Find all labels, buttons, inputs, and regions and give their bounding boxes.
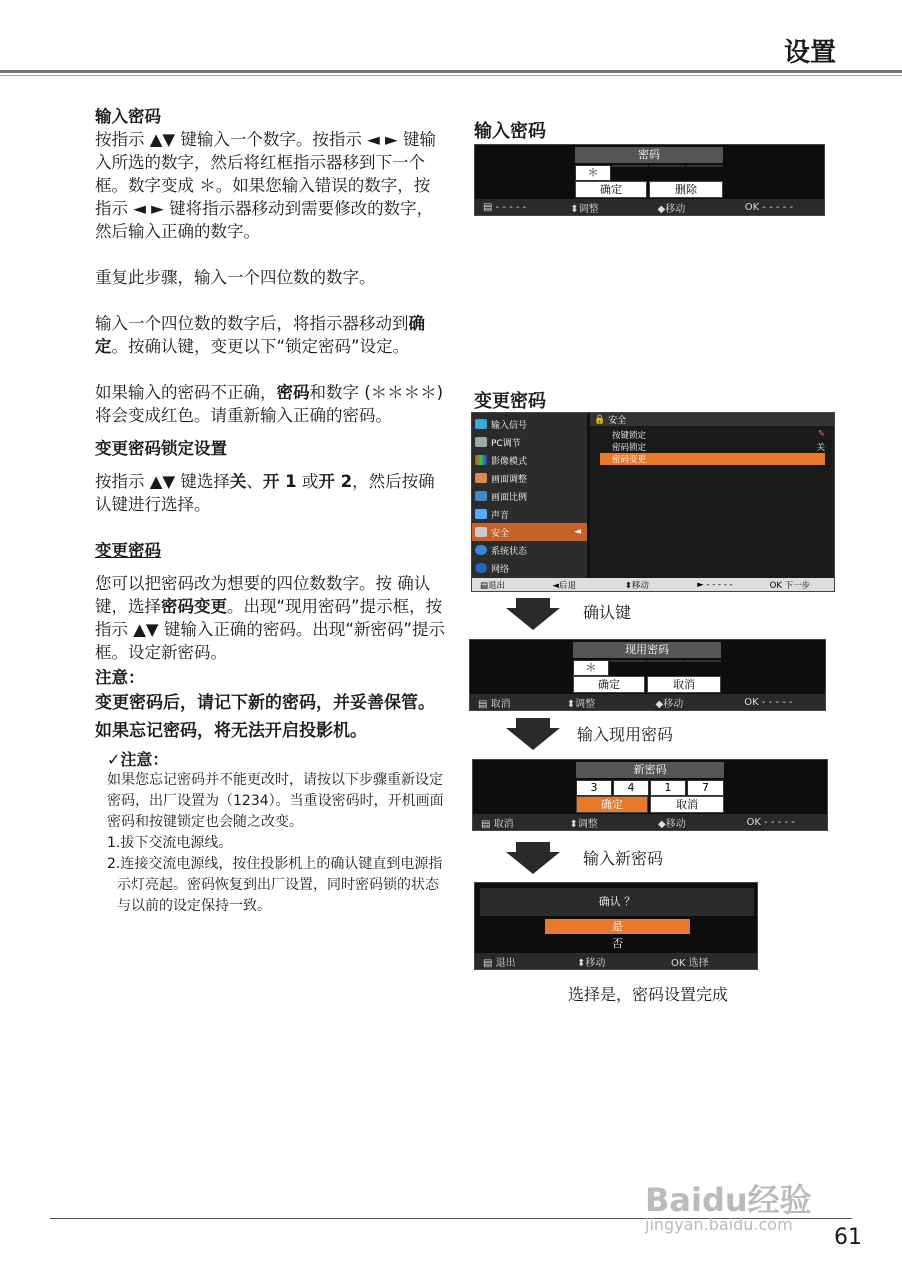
osd-status-bar xyxy=(475,199,824,215)
bar-item: ▤退出 xyxy=(480,580,506,591)
menu-item-picture-adjust[interactable] xyxy=(472,469,587,487)
down-arrow-icon xyxy=(506,598,560,630)
cancel-button[interactable]: 取消 xyxy=(647,676,721,693)
text: 和数字 (＊＊＊＊) 将会变成红色。请重新输入正确的密码。 xyxy=(95,383,444,425)
text: 您可以把密码改为想要的四位数数字。按 确认键，选择 xyxy=(95,574,431,616)
pc-icon xyxy=(475,437,487,447)
menu-item-sound[interactable] xyxy=(472,505,587,523)
submenu-change-password[interactable] xyxy=(600,453,825,465)
menu-header-label: 安全 xyxy=(608,416,627,426)
bar-item: ⬍移动 xyxy=(577,957,606,969)
bar-item: ▤ 退出 xyxy=(483,957,516,969)
osd-new-password xyxy=(472,759,828,831)
submenu-password-lock[interactable] xyxy=(600,441,825,453)
osd-title: 现用密码 xyxy=(573,642,721,658)
osd-status-bar xyxy=(475,953,757,969)
digit-box[interactable]: 7 xyxy=(687,780,724,796)
confirm-title: 确认 ？ xyxy=(480,888,754,916)
digit-box[interactable]: 4 xyxy=(613,780,649,796)
text: ，然后按确认键进行选择。 xyxy=(95,472,435,514)
text-bold: 密码 xyxy=(276,383,310,402)
menu-item-label: 画面比例 xyxy=(491,492,528,503)
menu-item-network[interactable] xyxy=(472,559,587,577)
note-title-check: ✓注意： xyxy=(107,750,169,769)
digit-box[interactable]: ＊ xyxy=(575,165,611,181)
section-title-enter-password-right: 输入密码 xyxy=(474,121,546,142)
note-paragraph: 如果您忘记密码并不能更改时，请按以下步骤重新设定密码，出厂设置为（1234）。当重设密码时，开机画面密码和按键锁定也会随之改变。 xyxy=(107,772,444,830)
menu-item-input-signal[interactable] xyxy=(472,415,587,433)
text: 如果输入的密码不正确， xyxy=(95,383,277,402)
key-lock-icon: ✎ xyxy=(817,429,825,439)
osd-current-password xyxy=(469,639,826,711)
submenu-value: 关 xyxy=(816,443,825,453)
digit-box[interactable]: ＊ xyxy=(573,660,609,676)
menu-sidebar xyxy=(472,413,587,579)
menu-item-label: 安全 xyxy=(491,528,510,539)
menu-item-security[interactable] xyxy=(472,523,587,541)
digit-box[interactable] xyxy=(649,165,685,167)
bar-item: ◆移动 xyxy=(655,698,684,710)
bar-item: ► - - - - - xyxy=(697,579,733,590)
confirm-button-active[interactable]: 确定 xyxy=(576,796,648,813)
menu-item-image-mode[interactable] xyxy=(472,451,587,469)
bar-item: ⬍调整 xyxy=(570,203,599,215)
lock-icon: 🔒 xyxy=(594,414,606,425)
menu-item-label: 画面调整 xyxy=(491,474,528,485)
text: 输入一个四位数的数字后，将指示器移动到 xyxy=(95,314,409,333)
paragraph xyxy=(95,312,445,358)
globe-icon xyxy=(475,563,487,573)
bar-item: ▤ 取消 xyxy=(478,698,511,710)
bar-item: ◆移动 xyxy=(657,203,686,215)
note-warning: 变更密码后，请记下新的密码，并妥善保管。如果忘记密码，将无法开启投影机。 xyxy=(95,693,435,741)
confirm-button[interactable]: 确定 xyxy=(575,181,647,198)
down-arrow-icon xyxy=(506,718,560,750)
watermark-url: jingyan.baidu.com xyxy=(645,1215,793,1234)
submenu-label: 密码变更 xyxy=(612,455,647,465)
text: 。出现“现用密码”提示框，按指示 ▲▼ 键输入正确的密码。出现“新密码”提示框。设定新密码。 xyxy=(95,597,445,662)
menu-item-label: 系统状态 xyxy=(491,546,528,557)
menu-header xyxy=(590,413,834,426)
security-icon xyxy=(475,527,487,537)
menu-item-label: 影像模式 xyxy=(491,456,528,467)
submenu-key-lock[interactable] xyxy=(600,429,825,441)
section-title-lock-setting: 变更密码锁定设置 xyxy=(95,439,227,458)
no-option[interactable]: 否 xyxy=(612,937,623,950)
submenu-label: 按键锁定 xyxy=(612,431,647,441)
text: 或 xyxy=(296,472,319,491)
page-number: 61 xyxy=(834,1225,862,1250)
page-title: 设置 xyxy=(783,38,836,68)
menu-item-label: 网络 xyxy=(491,564,510,575)
aspect-icon xyxy=(475,491,487,501)
input-icon xyxy=(475,419,487,429)
digit-box-active[interactable] xyxy=(612,165,648,167)
osd-title: 新密码 xyxy=(576,762,724,778)
step-label: 确认键 xyxy=(583,603,632,622)
yes-option[interactable]: 是 xyxy=(545,919,690,934)
text-bold: 确定 xyxy=(95,314,425,356)
bar-item: ▤ 取消 xyxy=(481,818,514,830)
digit-box[interactable]: 3 xyxy=(576,780,612,796)
menu-status-bar xyxy=(472,578,834,591)
adjust-icon xyxy=(475,473,487,483)
osd-enter-password xyxy=(474,144,825,216)
text-bold: 开 1 xyxy=(262,472,297,491)
digit-box[interactable] xyxy=(647,660,683,662)
section-title-enter-password: 输入密码 xyxy=(95,107,161,126)
bar-item: OK - - - - - xyxy=(746,816,795,828)
bar-item: ◄后退 xyxy=(552,580,576,591)
cancel-button[interactable]: 取消 xyxy=(650,796,724,813)
note-list-item: 2.连接交流电源线，按住投影机上的确认键直到电源指示灯亮起。密码恢复到出厂设置，同时密码锁的状态与以前的设定保持一致。 xyxy=(107,856,443,914)
bar-item: ⬍调整 xyxy=(569,818,598,830)
text-bold: 密码变更 xyxy=(161,597,227,616)
header-rule-thin xyxy=(0,75,902,76)
header-rule xyxy=(0,70,902,73)
text: 、 xyxy=(246,472,263,491)
menu-content xyxy=(590,413,834,579)
final-label: 选择是，密码设置完成 xyxy=(568,985,729,1004)
paragraph: 重复此步骤，输入一个四位数的数字。 xyxy=(95,268,376,287)
speaker-icon xyxy=(475,509,487,519)
watermark-logo: Baidu经验 xyxy=(645,1181,812,1219)
note-list-item: 1.拔下交流电源线。 xyxy=(107,835,233,851)
osd-confirm xyxy=(474,882,758,970)
delete-button[interactable]: 删除 xyxy=(649,181,723,198)
menu-item-label: PC调节 xyxy=(491,438,521,449)
bar-item: OK - - - - - xyxy=(744,696,793,708)
bar-item: ◆移动 xyxy=(658,818,686,830)
section-title-change-password: 变更密码 xyxy=(95,541,161,560)
image-mode-icon xyxy=(475,455,487,465)
text-bold: 开 2 xyxy=(318,472,353,491)
digit-box[interactable] xyxy=(684,660,721,662)
menu-item-system-status[interactable] xyxy=(472,541,587,559)
submenu-label: 密码锁定 xyxy=(612,443,647,453)
bar-item: ⬍调整 xyxy=(566,698,596,710)
step-label: 输入现用密码 xyxy=(577,725,674,744)
osd-status-bar xyxy=(473,814,827,830)
section-title-change-password-right: 变更密码 xyxy=(474,391,546,412)
paragraph xyxy=(95,470,445,516)
osd-status-bar xyxy=(470,694,825,710)
down-arrow-icon xyxy=(506,842,560,874)
paragraph xyxy=(95,381,445,427)
note-title: 注意： xyxy=(95,668,145,687)
menu-item-label: 声音 xyxy=(491,510,510,521)
bar-item: ▤ - - - - - xyxy=(483,201,527,213)
left-column xyxy=(95,105,445,917)
text: 。按确认键，变更以下“锁定密码”设定。 xyxy=(111,337,410,356)
paragraph: 按指示 ▲▼ 键输入一个数字。按指示 ◄ ► 键输入所选的数字，然后将红框指示器移到下一个框。数字变成 ＊。如果您输入错误的数字，按指示 ◄ ► 键将指示器移动到需要修改的数字，然后输入正确的数字。 xyxy=(95,130,436,241)
info-icon xyxy=(475,545,487,555)
digit-box-active[interactable] xyxy=(610,660,646,662)
osd-title: 密码 xyxy=(575,147,723,163)
digit-box[interactable]: 1 xyxy=(650,780,686,796)
chevron-left-icon: ◄ xyxy=(574,527,581,537)
menu-item-aspect-ratio[interactable] xyxy=(472,487,587,505)
security-menu xyxy=(471,412,835,592)
menu-item-pc-adjust[interactable] xyxy=(472,433,587,451)
bar-item: OK 下一步 xyxy=(769,580,811,591)
confirm-button[interactable]: 确定 xyxy=(573,676,645,693)
bar-item: ⬍移动 xyxy=(624,580,649,591)
step-label: 输入新密码 xyxy=(583,849,664,868)
text-bold: 关 xyxy=(229,472,247,491)
text: 按指示 ▲▼ 键选择 xyxy=(95,472,230,491)
menu-item-label: 输入信号 xyxy=(491,420,528,431)
bar-item: OK - - - - - xyxy=(744,201,794,213)
bar-item: OK 选择 xyxy=(671,957,709,969)
digit-box[interactable] xyxy=(686,165,723,167)
paragraph xyxy=(95,572,445,664)
